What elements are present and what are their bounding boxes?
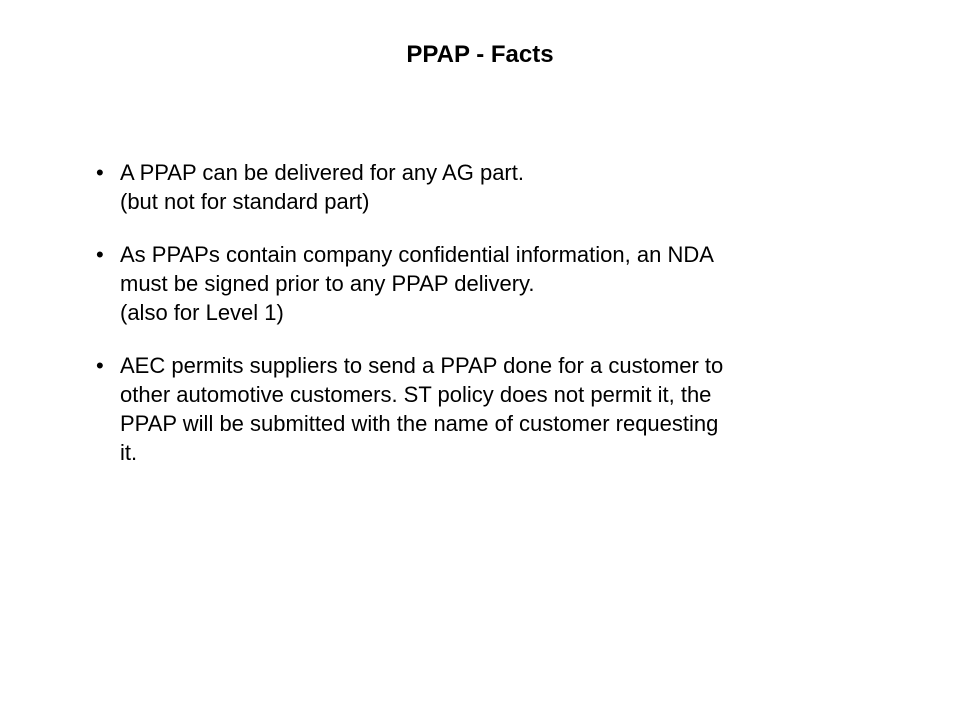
bullet-text-line: (but not for standard part) — [120, 189, 370, 214]
bullet-item — [96, 240, 866, 327]
bullet-text-line: must be signed prior to any PPAP delivery. — [120, 271, 535, 296]
bullet-text-line: PPAP will be submitted with the name of customer requesting — [120, 411, 719, 436]
bullet-point-icon: • — [96, 242, 104, 267]
bullet-point-icon: • — [96, 353, 104, 378]
bullet-list — [96, 158, 866, 491]
bullet-text-line: As PPAPs contain company confidential information, an NDA — [120, 242, 714, 267]
bullet-text-line: it. — [120, 440, 138, 465]
bullet-point-icon: • — [96, 160, 104, 185]
slide-title: PPAP - Facts — [406, 41, 554, 68]
bullet-text-line: A PPAP can be delivered for any AG part. — [120, 160, 524, 185]
bullet-text-line: AEC permits suppliers to send a PPAP done for a customer to — [120, 353, 724, 378]
bullet-text-line: other automotive customers. ST policy does not permit it, the — [120, 382, 712, 407]
bullet-item — [96, 351, 866, 467]
bullet-item — [96, 158, 866, 216]
bullet-text-line: (also for Level 1) — [120, 300, 284, 325]
